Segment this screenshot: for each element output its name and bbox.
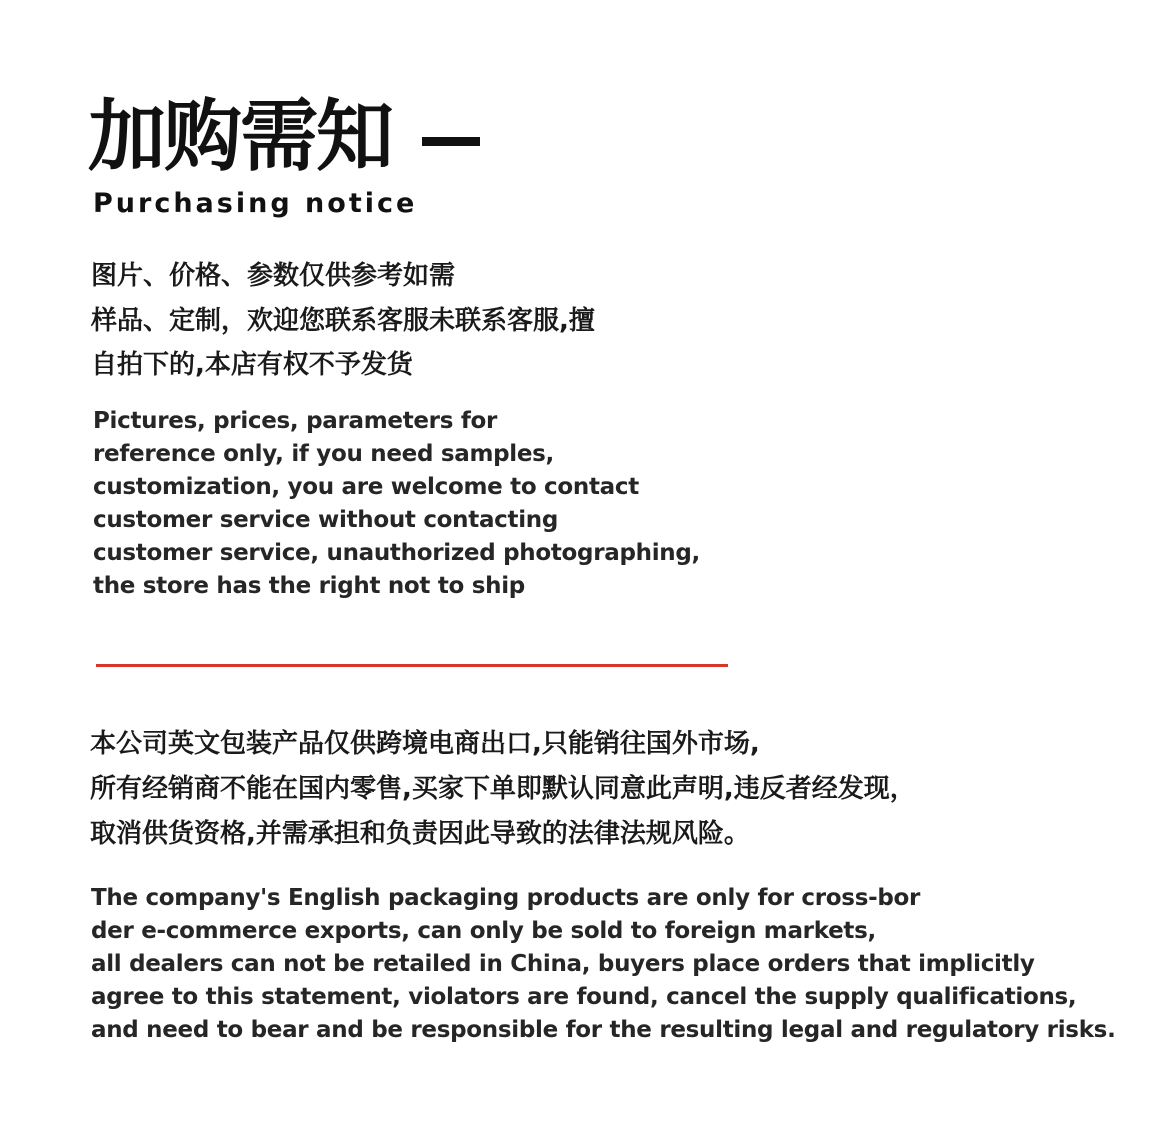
notice-en-line: customer service without contacting	[93, 507, 559, 533]
notice-en-line: the store has the right not to ship	[93, 573, 525, 599]
notice-en-line: Pictures, prices, parameters for	[93, 408, 498, 434]
statement-cn-line: 本公司英文包装产品仅供跨境电商出口,只能销往国外市场,	[90, 729, 760, 759]
notice-cn-line: 样品、定制，欢迎您联系客服未联系客服,擅	[91, 305, 595, 336]
statement-en-line: der e-commerce exports, can only be sold to foreign markets,	[91, 918, 876, 944]
notice-cn-paragraph	[91, 254, 595, 388]
statement-en-line: all dealers can not be retailed in China, buyers place orders that implicitly	[91, 951, 1035, 977]
page-title: 加购需知	[88, 92, 393, 182]
notice-en-paragraph	[93, 405, 700, 603]
notice-en-line: customer service, unauthorized photographing,	[93, 540, 700, 566]
notice-en-line: customization, you are welcome to contact	[93, 474, 639, 500]
statement-cn-line: 所有经销商不能在国内零售,买家下单即默认同意此声明,违反者经发现，	[90, 774, 916, 804]
statement-en-paragraph	[91, 882, 1116, 1047]
statement-en-line: The company's English packaging products are only for cross-bor	[91, 885, 921, 911]
statement-en-line: agree to this statement, violators are found, cancel the supply qualifications,	[91, 984, 1077, 1010]
notice-cn-line: 自拍下的,本店有权不予发货	[91, 350, 413, 380]
statement-cn-paragraph	[90, 722, 916, 857]
section-divider	[96, 664, 728, 667]
statement-en-line: and need to bear and be responsible for the resulting legal and regulatory risks.	[91, 1017, 1116, 1043]
title-dash	[422, 137, 480, 146]
page-subtitle: Purchasing notice	[93, 188, 418, 219]
page-header	[88, 92, 480, 182]
notice-cn-line: 图片、价格、参数仅供参考如需	[91, 261, 456, 291]
notice-en-line: reference only, if you need samples,	[93, 441, 554, 467]
statement-cn-line: 取消供货资格,并需承担和负责因此导致的法律法规风险。	[90, 819, 750, 849]
